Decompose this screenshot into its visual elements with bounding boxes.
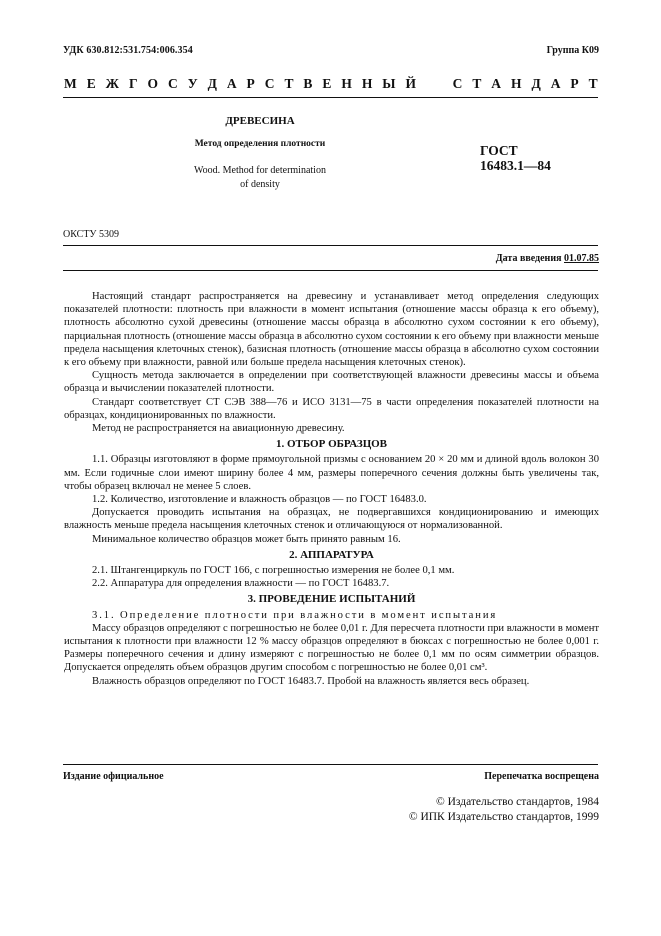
paragraph-1-1: 1.1. Образцы изготовляют в форме прямоугольной призмы с основанием 20 × 20 мм и длиной вдоль волокон 30 мм. Если годичные слои имеют ширину более 4 мм, размеры поперечного сечения должны быть увеличены так, чтобы образец включал не менее 5 слоев.	[64, 454, 599, 492]
banner-letter: А	[226, 76, 237, 91]
gost-number	[480, 143, 570, 173]
banner-letter: Й	[405, 76, 417, 91]
paragraph-1-2-note: Допускается проводить испытания на образцах, не подвергавшихся кондиционированию и имеющих влажность меньше предела насыщения клеточных стенок и отличающуюся от нормализованной.	[64, 507, 599, 532]
banner-letter: О	[147, 76, 159, 91]
intro-paragraph: Метод не распространяется на авиационную древесину.	[92, 423, 345, 435]
copyright-block	[409, 795, 599, 825]
copyright-line-1: © Издательство стандартов, 1984	[435, 796, 599, 808]
group-code: Группа К09	[546, 45, 599, 56]
banner-letter: Е	[322, 76, 332, 91]
paragraph-1-2: 1.2. Количество, изготовление и влажность образцов — по ГОСТ 16483.0.	[92, 494, 427, 506]
english-title-line1: Wood. Method for determination	[194, 165, 326, 176]
reprint-prohibited: Перепечатка воспрещена	[484, 771, 599, 782]
banner-letter: Ы	[382, 76, 396, 91]
banner-letter: А	[550, 76, 561, 91]
footer-rule	[63, 764, 598, 765]
banner-letter	[426, 76, 429, 92]
gost-code: 16483.1—84	[480, 158, 551, 173]
intro-paragraph: Сущность метода заключается в определении при соответствующей влажности древесины массы и объема образца и вычислении показателей плотности.	[64, 370, 599, 395]
paragraph-3-1: Массу образцов определяют с погрешностью не более 0,01 г. Для пересчета плотности при влажности в момент испытания к плотности при влажности 12 % массу образцов определяют в бюксах с погрешностью не более 0,001 г. Размеры поперечного сечения и длину измеряют с погрешностью не более 0,1 мм по осям симметрии образцов. Допускается определять объем образцов другим способом с погрешностью не более 0,01 см³.	[64, 622, 599, 674]
paragraph-2-1: 2.1. Штангенциркуль по ГОСТ 166, с погрешностью измерения не более 0,1 мм.	[92, 565, 455, 577]
udk-code: УДК 630.812:531.754:006.354	[63, 45, 193, 56]
banner-letter: Г	[128, 76, 138, 91]
banner-letter: Т	[472, 76, 482, 91]
okstu-rule	[63, 245, 598, 246]
paragraph-2-2: 2.2. Аппаратура для определения влажности — по ГОСТ 16483.7.	[92, 578, 390, 590]
banner-letter: М	[64, 76, 77, 91]
date-rule	[63, 270, 598, 271]
standard-banner	[64, 76, 598, 92]
banner-letter: Д	[207, 76, 217, 91]
banner-letter: Н	[511, 76, 522, 91]
banner-letter: У	[187, 76, 198, 91]
section-3-heading: 3. ПРОВЕДЕНИЕ ИСПЫТАНИЙ	[247, 593, 416, 606]
gost-label: ГОСТ	[480, 143, 518, 158]
english-title	[170, 164, 350, 192]
banner-letter: Р	[570, 76, 579, 91]
copyright-line-2: © ИПК Издательство стандартов, 1999	[408, 811, 599, 823]
english-title-line2: of density	[240, 179, 280, 190]
banner-letter: Е	[86, 76, 96, 91]
banner-letter: Д	[531, 76, 541, 91]
section-1-heading: 1. ОТБОР ОБРАЗЦОВ	[275, 438, 388, 451]
official-edition: Издание официальное	[63, 771, 164, 782]
banner-letter: А	[491, 76, 502, 91]
paragraph-3-1-moisture: Влажность образцов определяют по ГОСТ 16483.7. Пробой на влажность является весь образец.	[92, 675, 530, 687]
paragraph-3-1-title: 3.1. Определение плотности при влажности в момент испытания	[92, 609, 498, 621]
banner-letter: Н	[361, 76, 373, 91]
paragraph-1-2-min: Минимальное количество образцов может быть принято равным 16.	[92, 533, 401, 545]
banner-letter: В	[303, 76, 313, 91]
effective-date-value: 01.07.85	[564, 253, 599, 264]
intro-paragraph: Настоящий стандарт распространяется на древесину и устанавливает метод определения следующих показателей плотности: плотность при влажности в момент испытания (отношение массы образца к его объему), плотность абсолютно сухой древесины (отношение массы образца в абсолютно сухом состоянии к его объему), парциальная плотность (отношение массы образца в абсолютно сухом состоянии к его объему при влажности меньше предела насыщения клеточных стенок), базисная плотность (отношение массы образца в абсолютно сухом состоянии к его объему при влажности, равной или больше предела насыщения клеточных стенок).	[64, 291, 599, 369]
banner-letter: Ж	[105, 76, 120, 91]
banner-letter: Н	[341, 76, 352, 91]
banner-letter	[439, 76, 442, 92]
effective-date	[496, 253, 599, 264]
banner-letter: Т	[284, 76, 294, 91]
document-subtitle: Метод определения плотности	[194, 139, 326, 149]
okstu-code: ОКСТУ 5309	[63, 229, 120, 240]
banner-letter: Р	[246, 76, 255, 91]
document-body	[64, 290, 599, 688]
section-2-heading: 2. АППАРАТУРА	[289, 548, 374, 561]
banner-letter: С	[452, 76, 463, 91]
banner-letter: Т	[588, 76, 598, 91]
banner-letter: С	[264, 76, 275, 91]
effective-date-label: Дата введения	[495, 253, 564, 264]
banner-letter: С	[168, 76, 178, 91]
document-title: ДРЕВЕСИНА	[225, 115, 295, 127]
header-rule	[63, 97, 598, 98]
intro-paragraph: Стандарт соответствует СТ СЭВ 388—76 и ИСО 3131—75 в части определения показателей плотности на образцах, кондиционированных по влажности.	[64, 396, 599, 421]
